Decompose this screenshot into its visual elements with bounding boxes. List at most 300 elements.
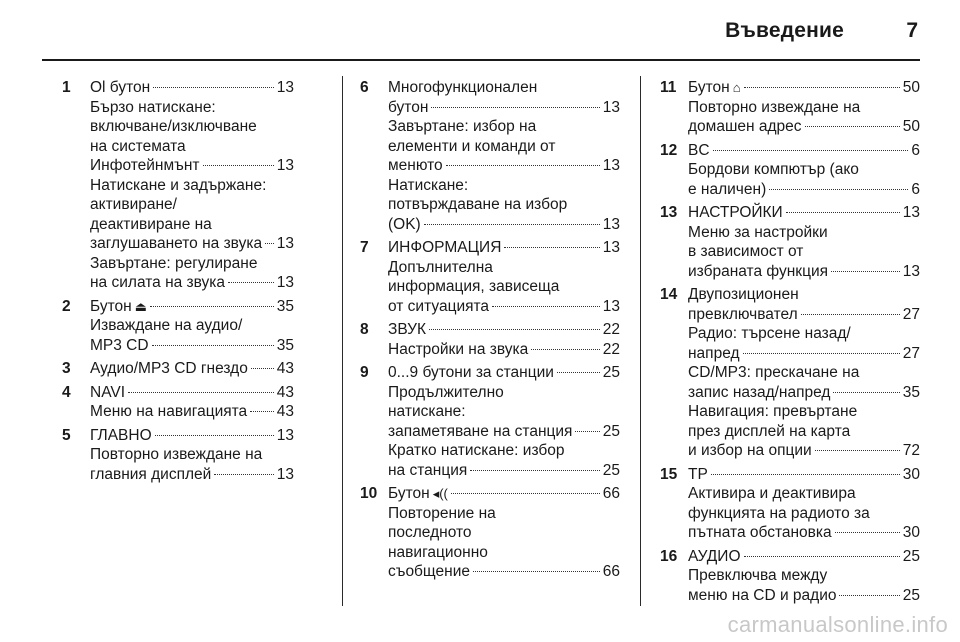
entry-line: [388, 562, 620, 582]
entry-line: [688, 523, 920, 543]
entry-line: [90, 78, 294, 98]
index-column-2: [360, 78, 620, 586]
entry-text-label: Настройки на звука: [388, 340, 529, 358]
entry-text-label: запис назад/напред: [688, 383, 831, 401]
index-entry: [62, 297, 294, 356]
entry-text-label: информация, зависеща: [388, 278, 560, 295]
dot-leader: [424, 223, 600, 225]
entry-text-label: Бутон: [90, 297, 132, 315]
entry-text-label: Натискане и задържане:: [90, 176, 267, 194]
index-entry: [660, 78, 920, 137]
entry-text-label: NAVI: [90, 383, 126, 401]
dot-leader: [473, 570, 600, 572]
entry-text-label: Повторно извеждане на: [90, 446, 263, 463]
entry-number: 13: [660, 204, 678, 221]
eject-icon: ⏏: [134, 298, 147, 314]
entry-line: [90, 117, 294, 137]
entry-number: 2: [62, 297, 71, 315]
page-reference: 13: [602, 297, 620, 315]
entry-line: [388, 320, 620, 340]
dot-leader: [575, 430, 599, 432]
dot-leader: [744, 86, 900, 88]
entry-text: [388, 441, 565, 461]
page-reference: 13: [902, 262, 920, 280]
entry-number: 1: [62, 79, 71, 96]
page-reference: 43: [276, 383, 294, 401]
dot-leader: [203, 164, 274, 166]
entry-number: 8: [360, 321, 369, 338]
entry-text-label: е наличен): [688, 180, 767, 198]
entry-line: [388, 461, 620, 481]
page-reference: 50: [902, 118, 920, 135]
entry-text: [90, 316, 242, 336]
entry-text: [388, 484, 448, 504]
entry-text-label: НАСТРОЙКИ: [688, 204, 783, 221]
entry-text: [90, 383, 125, 403]
entry-text: [90, 176, 266, 196]
entry-number: 12: [660, 141, 678, 159]
entry-line: [688, 465, 920, 485]
entry-number: 9: [360, 364, 369, 381]
entry-line: [388, 504, 620, 524]
entry-line: [90, 156, 294, 176]
entry-text: [90, 273, 225, 293]
entry-text: [388, 523, 472, 543]
index-entry: [62, 383, 294, 422]
entry-line: [688, 504, 920, 524]
page-title: Въведение: [725, 19, 844, 42]
entry-line: [688, 223, 920, 243]
entry-line: [388, 258, 620, 278]
dot-leader: [831, 270, 900, 272]
page-reference: 13: [276, 465, 294, 483]
entry-line: [688, 363, 920, 383]
entry-text: [388, 422, 572, 442]
entry-line: [90, 445, 294, 465]
entry-line: [688, 141, 920, 161]
entry-line: [90, 234, 294, 254]
dot-leader: [835, 531, 900, 533]
index-entry: [660, 203, 920, 281]
page-reference: 13: [602, 215, 620, 233]
entry-text-label: функцията на радиото за: [688, 504, 870, 522]
entry-text-label: BC: [688, 141, 710, 159]
page-reference: 35: [276, 297, 294, 315]
page-reference: 50: [902, 79, 920, 96]
page-reference: 22: [602, 340, 620, 358]
entry-text: [688, 78, 741, 98]
entry-line: [90, 336, 294, 356]
entry-text-label: превключвател: [688, 305, 798, 323]
entry-text: [388, 562, 470, 582]
entry-text-label: активиране/: [90, 196, 177, 213]
page-reference: 72: [902, 442, 920, 459]
entry-line: [688, 242, 920, 262]
entry-line: [90, 465, 294, 485]
page-reference: 35: [902, 383, 920, 401]
entry-line: [90, 195, 294, 215]
entry-text: [688, 441, 812, 461]
dot-leader: [504, 246, 599, 248]
index-entry: [360, 320, 620, 359]
entry-text: [688, 98, 860, 118]
entry-text-label: на станция: [388, 461, 468, 479]
page-reference: 6: [911, 141, 920, 159]
entry-text: [388, 320, 426, 340]
entry-text: [688, 566, 827, 586]
entry-text-label: АУДИО: [688, 547, 741, 565]
entry-text: [90, 297, 147, 317]
entry-line: [388, 484, 620, 504]
page-reference: 35: [276, 336, 294, 354]
entry-line: [388, 383, 620, 403]
entry-line: [388, 195, 620, 215]
entry-text-label: Кратко натискане: избор: [388, 442, 565, 459]
entry-text-label: бутон: [388, 98, 429, 116]
entry-line: [388, 340, 620, 360]
entry-line: [688, 566, 920, 586]
entry-line: [388, 363, 620, 383]
entry-text: [90, 195, 177, 215]
entry-text: [90, 254, 257, 274]
page-reference: 30: [902, 524, 920, 541]
entry-text: [90, 402, 247, 422]
entry-number: 11: [660, 79, 677, 96]
entry-line: [688, 117, 920, 137]
entry-text: [688, 504, 870, 524]
entry-text: [90, 336, 149, 356]
page-reference: 22: [602, 321, 620, 338]
entry-text: [90, 445, 262, 465]
watermark: carmanualsonline.info: [727, 612, 948, 637]
entry-text: [388, 340, 528, 360]
dot-leader: [228, 281, 274, 283]
entry-line: [90, 402, 294, 422]
entry-text-label: главния дисплей: [90, 465, 212, 483]
dot-leader: [155, 434, 274, 436]
entry-text: [90, 137, 186, 157]
entry-line: [688, 160, 920, 180]
entry-number: 14: [660, 286, 678, 303]
entry-text-label: Меню на навигацията: [90, 403, 248, 420]
entry-line: [688, 422, 920, 442]
dot-leader: [801, 313, 900, 315]
entry-text-label: ЗВУК: [388, 321, 427, 338]
index-entry: [62, 426, 294, 485]
entry-text-label: запаметяване на станция: [388, 422, 573, 440]
page-reference: 27: [902, 344, 920, 362]
entry-text-label: елементи и команди от: [388, 137, 556, 155]
entry-line: [90, 176, 294, 196]
dot-leader: [451, 492, 600, 494]
entry-text-label: менюто: [388, 157, 443, 174]
entry-text: [90, 359, 248, 379]
entry-text-label: от ситуацията: [388, 297, 490, 315]
entry-text: [90, 426, 152, 446]
page-reference: 13: [276, 157, 294, 174]
entry-line: [688, 98, 920, 118]
entry-text: [688, 383, 830, 403]
entry-text: [388, 98, 428, 118]
index-entry: [360, 363, 620, 480]
entry-text-label: Натискане:: [388, 176, 469, 194]
entry-text: [388, 238, 501, 258]
entry-line: [688, 78, 920, 98]
entry-text-label: (OK): [388, 215, 421, 233]
page-reference: 13: [602, 98, 620, 116]
entry-line: [90, 98, 294, 118]
entry-text: [388, 363, 554, 383]
entry-text-label: ИНФОРМАЦИЯ: [388, 239, 502, 256]
entry-line: [688, 180, 920, 200]
entry-text: [388, 383, 504, 403]
entry-number: 7: [360, 239, 369, 256]
page-reference: 25: [602, 422, 620, 440]
entry-text-label: съобщение: [388, 563, 470, 580]
entry-text: [688, 117, 802, 137]
dot-leader: [446, 164, 600, 166]
dot-leader: [150, 305, 274, 307]
entry-text-label: на системата: [90, 137, 186, 155]
index-entry: [360, 484, 620, 582]
entry-line: [90, 137, 294, 157]
entry-text-label: Бутон: [388, 485, 430, 502]
entry-line: [388, 402, 620, 422]
entry-text-label: MP3 CD: [90, 336, 149, 354]
entry-line: [388, 176, 620, 196]
entry-number: 4: [62, 383, 71, 401]
entry-line: [388, 117, 620, 137]
entry-text: [388, 78, 537, 98]
page-reference: 25: [902, 547, 920, 565]
entry-text: [688, 180, 766, 200]
dot-leader: [711, 473, 900, 475]
dot-leader: [153, 86, 274, 88]
page-reference: 13: [602, 239, 620, 256]
dot-leader: [805, 125, 900, 127]
entry-text: [388, 258, 493, 278]
entry-text: [688, 402, 857, 422]
page-reference: 13: [602, 157, 620, 174]
entry-line: [388, 277, 620, 297]
entry-text-label: Навигация: превъртане: [688, 403, 858, 420]
entry-text-label: Многофункционален: [388, 79, 538, 96]
entry-text-label: в зависимост от: [688, 243, 804, 260]
index-column-1: [62, 78, 294, 488]
dot-leader: [265, 242, 274, 244]
page-reference: 27: [902, 305, 920, 323]
entry-text: [90, 117, 257, 137]
dot-leader: [470, 469, 599, 471]
entry-text-label: през дисплей на карта: [688, 422, 851, 440]
entry-text-label: Аудио/MP3 CD гнездо: [90, 360, 248, 377]
entry-line: [688, 441, 920, 461]
entry-text-label: TP: [688, 465, 708, 483]
entry-text-label: Завъртане: избор на: [388, 118, 537, 135]
entry-line: [688, 324, 920, 344]
entry-line: [90, 297, 294, 317]
entry-text-label: Изваждане на аудио/: [90, 317, 243, 334]
entry-text-label: пътната обстановка: [688, 524, 832, 541]
dot-leader: [429, 328, 600, 330]
page-reference: 66: [602, 563, 620, 580]
dot-leader: [492, 305, 600, 307]
dot-leader: [128, 391, 274, 393]
entry-text: [90, 234, 262, 254]
entry-text-label: домашен адрес: [688, 118, 802, 135]
entry-text-label: Повторно извеждане на: [688, 98, 861, 116]
index-entry: [360, 238, 620, 316]
entry-text-label: Повторение на: [388, 504, 496, 522]
entry-text: [688, 324, 851, 344]
page-reference: 13: [276, 274, 294, 291]
entry-line: [688, 305, 920, 325]
index-entry: [660, 547, 920, 606]
dot-leader: [531, 348, 599, 350]
entry-text-label: Допълнителна: [388, 258, 493, 276]
index-entry: [660, 285, 920, 461]
entry-text: [388, 277, 559, 297]
entry-text: [388, 195, 567, 215]
column-divider: [342, 76, 343, 606]
dot-leader: [815, 449, 900, 451]
page-reference: 25: [602, 461, 620, 479]
entry-number: 3: [62, 360, 71, 377]
entry-text: [90, 78, 150, 98]
entry-text: [688, 422, 850, 442]
page-reference: 66: [602, 485, 620, 502]
entry-text-label: Ol бутон: [90, 79, 151, 96]
entry-text-label: натискане:: [388, 403, 466, 420]
entry-text: [388, 137, 555, 157]
home-icon: ⌂: [732, 80, 741, 95]
entry-line: [688, 547, 920, 567]
entry-line: [90, 383, 294, 403]
index-entry: [660, 141, 920, 200]
entry-text: [388, 156, 443, 176]
entry-text-label: CD/MP3: прескачане на: [688, 364, 860, 381]
entry-line: [388, 441, 620, 461]
column-divider: [640, 76, 641, 606]
entry-text-label: Активира и деактивира: [688, 485, 856, 502]
entry-number: 6: [360, 79, 369, 96]
page-reference: 25: [902, 586, 920, 604]
entry-line: [688, 484, 920, 504]
page-reference: 13: [276, 235, 294, 252]
entry-text: [688, 363, 859, 383]
entry-text: [388, 402, 466, 422]
header-divider: [42, 59, 920, 61]
entry-text-label: Двупозиционен: [688, 286, 799, 303]
entry-line: [688, 586, 920, 606]
entry-text-label: включване/изключване: [90, 118, 257, 135]
page-reference: 13: [276, 79, 294, 96]
dot-leader: [250, 410, 274, 412]
entry-text: [688, 242, 803, 262]
entry-text-label: Радио: търсене назад/: [688, 325, 851, 342]
entry-text-label: Завъртане: регулиране: [90, 254, 258, 272]
entry-text: [388, 117, 536, 137]
entry-text: [688, 305, 798, 325]
entry-line: [388, 78, 620, 98]
entry-text: [388, 461, 467, 481]
entry-text: [90, 215, 212, 235]
entry-text-label: меню на CD и радио: [688, 586, 837, 604]
entry-text: [90, 156, 200, 176]
entry-text: [688, 465, 708, 485]
entry-line: [388, 98, 620, 118]
dot-leader: [769, 188, 908, 190]
index-entry: [660, 465, 920, 543]
page-reference: 13: [902, 204, 920, 221]
entry-text: [388, 215, 421, 235]
entry-text-label: Бутон: [688, 79, 730, 96]
entry-text-label: ГЛАВНО: [90, 426, 152, 444]
entry-text-label: деактивиране на: [90, 215, 212, 233]
entry-line: [90, 215, 294, 235]
entry-text-label: Бързо натискане:: [90, 98, 216, 116]
dot-leader: [839, 594, 899, 596]
entry-text: [688, 547, 741, 567]
entry-text-label: Инфотейнмънт: [90, 157, 200, 174]
entry-text-label: навигационно: [388, 543, 488, 561]
entry-text: [90, 465, 211, 485]
entry-line: [388, 422, 620, 442]
entry-text: [688, 141, 710, 161]
entry-line: [90, 359, 294, 379]
entry-text: [688, 203, 783, 223]
entry-text: [388, 504, 496, 524]
entry-text: [688, 285, 799, 305]
page-reference: 30: [902, 465, 920, 483]
page-reference: 43: [276, 360, 294, 377]
entry-line: [688, 344, 920, 364]
entry-text: [688, 223, 828, 243]
entry-text-label: и избор на опции: [688, 442, 812, 459]
dot-leader: [251, 367, 274, 369]
dot-leader: [744, 555, 900, 557]
entry-line: [688, 383, 920, 403]
entry-text-label: на силата на звука: [90, 274, 226, 291]
entry-text-label: Продължително: [388, 383, 504, 401]
page-reference: 13: [276, 426, 294, 444]
entry-text: [688, 344, 740, 364]
index-entry: [62, 78, 294, 293]
entry-text-label: Меню за настройки: [688, 223, 828, 241]
page-reference: 25: [602, 364, 620, 381]
entry-number: 10: [360, 485, 378, 502]
page-number: 7: [906, 19, 918, 42]
entry-line: [90, 316, 294, 336]
entry-text-label: заглушаването на звука: [90, 235, 263, 252]
entry-text: [388, 297, 489, 317]
index-entry: [360, 78, 620, 234]
entry-line: [388, 137, 620, 157]
entry-line: [388, 543, 620, 563]
dot-leader: [557, 371, 600, 373]
dot-leader: [152, 344, 274, 346]
entry-text: [388, 543, 488, 563]
dot-leader: [743, 352, 900, 354]
index-column-3: [660, 78, 920, 609]
page-reference: 43: [276, 403, 294, 420]
entry-line: [688, 203, 920, 223]
voice-repeat-icon: ◂((: [432, 486, 448, 501]
entry-number: 16: [660, 547, 678, 565]
entry-line: [688, 285, 920, 305]
entry-text: [688, 160, 859, 180]
page-reference: 6: [911, 180, 920, 198]
